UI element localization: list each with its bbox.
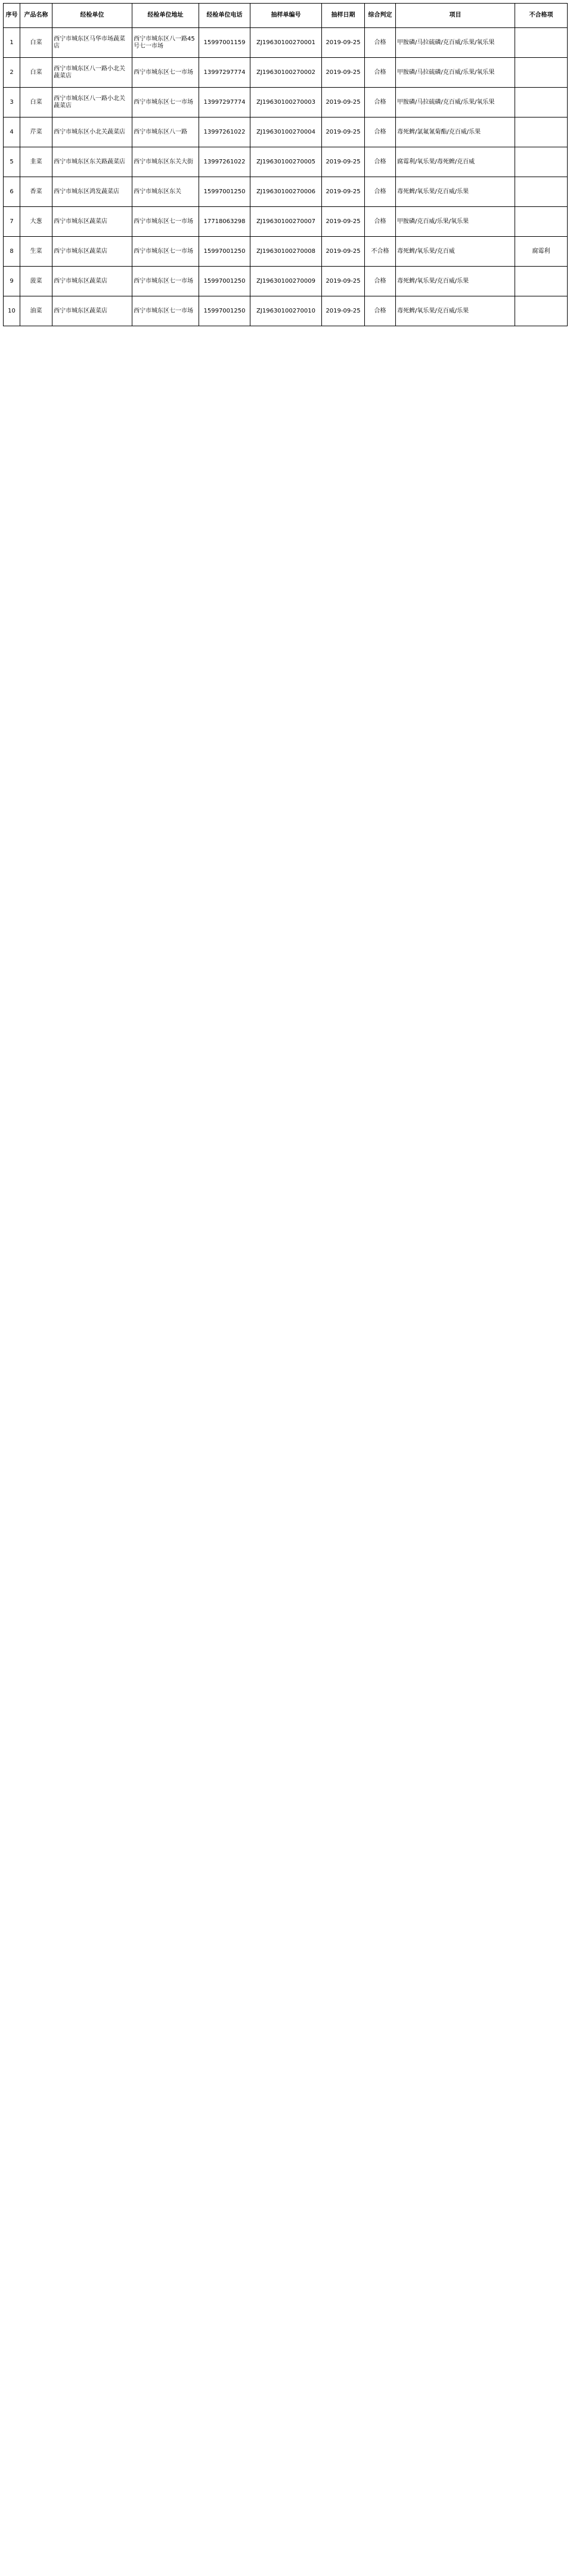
cell-sample-date: 2019-09-25 [322,177,365,207]
header-seller-address: 经检单位地址 [132,4,199,28]
cell-verdict: 合格 [365,117,396,147]
cell-sample-date: 2019-09-25 [322,267,365,296]
cell-product-name: 芹菜 [20,117,52,147]
cell-index: 3 [4,88,20,117]
cell-sample-date: 2019-09-25 [322,296,365,326]
table-row [4,117,568,147]
cell-verdict: 合格 [365,58,396,88]
cell-sample-number: ZJ19630100270003 [250,88,322,117]
cell-seller: 西宁市城东区八一路小北关蔬菜店 [52,88,132,117]
cell-seller: 西宁市城东区蔬菜店 [52,207,132,237]
cell-failed-items [515,296,568,326]
cell-product-name: 大葱 [20,207,52,237]
cell-seller-phone: 15997001159 [199,28,250,58]
header-seller: 经检单位 [52,4,132,28]
cell-seller-address: 西宁市城东区七一市场 [132,88,199,117]
cell-sample-number: ZJ19630100270005 [250,147,322,177]
cell-product-name: 香菜 [20,177,52,207]
cell-items: 甲胺磷/马拉硫磷/克百威/乐果/氧乐果 [396,28,515,58]
cell-product-name: 白菜 [20,88,52,117]
cell-verdict: 合格 [365,177,396,207]
cell-items: 毒死蜱/氧乐果/克百威/乐果 [396,177,515,207]
cell-seller-address: 西宁市城东区八一路 [132,117,199,147]
cell-seller-address: 西宁市城东区七一市场 [132,58,199,88]
cell-seller-phone: 15997001250 [199,177,250,207]
table-body [4,28,568,326]
header-verdict: 综合判定 [365,4,396,28]
cell-index: 4 [4,117,20,147]
cell-sample-number: ZJ19630100270002 [250,58,322,88]
cell-seller-phone: 15997001250 [199,267,250,296]
cell-sample-date: 2019-09-25 [322,88,365,117]
cell-sample-number: ZJ19630100270001 [250,28,322,58]
cell-sample-number: ZJ19630100270008 [250,237,322,267]
cell-seller-phone: 15997001250 [199,296,250,326]
cell-index: 2 [4,58,20,88]
cell-items: 毒死蜱/氧乐果/克百威/乐果 [396,267,515,296]
cell-seller-address: 西宁市城东区七一市场 [132,296,199,326]
cell-items: 毒死蜱/氧乐果/克百威 [396,237,515,267]
cell-seller-address: 西宁市城东区东关 [132,177,199,207]
cell-index: 8 [4,237,20,267]
table-header-row [4,4,568,28]
table-row [4,28,568,58]
cell-seller: 西宁市城东区鸿发蔬菜店 [52,177,132,207]
cell-product-name: 生菜 [20,237,52,267]
cell-sample-date: 2019-09-25 [322,207,365,237]
cell-sample-number: ZJ19630100270007 [250,207,322,237]
cell-index: 7 [4,207,20,237]
cell-failed-items [515,207,568,237]
header-sample-date: 抽样日期 [322,4,365,28]
cell-items: 腐霉利/氧乐果/毒死蜱/克百威 [396,147,515,177]
table-row [4,237,568,267]
cell-sample-date: 2019-09-25 [322,147,365,177]
cell-seller-address: 西宁市城东区七一市场 [132,237,199,267]
cell-product-name: 油菜 [20,296,52,326]
cell-seller: 西宁市城东区东关路蔬菜店 [52,147,132,177]
cell-seller: 西宁市城东区小北关蔬菜店 [52,117,132,147]
cell-verdict: 合格 [365,207,396,237]
cell-failed-items [515,58,568,88]
table-row [4,267,568,296]
header-failed-items: 不合格项 [515,4,568,28]
cell-seller-phone: 13997297774 [199,88,250,117]
header-product-name: 产品名称 [20,4,52,28]
table-row [4,296,568,326]
cell-sample-number: ZJ19630100270004 [250,117,322,147]
cell-items: 甲胺磷/马拉硫磷/克百威/乐果/氧乐果 [396,58,515,88]
cell-verdict: 合格 [365,267,396,296]
cell-index: 10 [4,296,20,326]
table-row [4,207,568,237]
cell-seller-address: 西宁市城东区八一路45号七一市场 [132,28,199,58]
cell-seller-address: 西宁市城东区东关大街 [132,147,199,177]
cell-seller-address: 西宁市城东区七一市场 [132,207,199,237]
table-row [4,58,568,88]
cell-seller: 西宁市城东区蔬菜店 [52,267,132,296]
cell-index: 6 [4,177,20,207]
header-index: 序号 [4,4,20,28]
cell-seller: 西宁市城东区八一路小北关蔬菜店 [52,58,132,88]
cell-sample-date: 2019-09-25 [322,28,365,58]
cell-failed-items [515,88,568,117]
cell-seller-phone: 13997261022 [199,147,250,177]
cell-failed-items [515,267,568,296]
cell-verdict: 不合格 [365,237,396,267]
table-row [4,88,568,117]
cell-index: 9 [4,267,20,296]
cell-index: 1 [4,28,20,58]
header-seller-phone: 经检单位电话 [199,4,250,28]
cell-product-name: 菠菜 [20,267,52,296]
table-row [4,147,568,177]
cell-sample-date: 2019-09-25 [322,117,365,147]
cell-seller-phone: 15997001250 [199,237,250,267]
inspection-table [3,3,568,326]
cell-failed-items [515,177,568,207]
cell-verdict: 合格 [365,28,396,58]
cell-verdict: 合格 [365,147,396,177]
table-row [4,177,568,207]
header-sample-number: 抽样单编号 [250,4,322,28]
cell-product-name: 韭菜 [20,147,52,177]
cell-items: 甲胺磷/克百威/乐果/氧乐果 [396,207,515,237]
cell-failed-items [515,117,568,147]
cell-sample-number: ZJ19630100270009 [250,267,322,296]
cell-product-name: 白菜 [20,28,52,58]
cell-failed-items [515,147,568,177]
header-items: 项目 [396,4,515,28]
cell-sample-number: ZJ19630100270006 [250,177,322,207]
cell-failed-items [515,28,568,58]
cell-seller-phone: 13997261022 [199,117,250,147]
cell-seller: 西宁市城东区蔬菜店 [52,296,132,326]
cell-product-name: 白菜 [20,58,52,88]
cell-verdict: 合格 [365,88,396,117]
cell-sample-number: ZJ19630100270010 [250,296,322,326]
cell-seller: 西宁市城东区马华市场蔬菜店 [52,28,132,58]
cell-seller-address: 西宁市城东区七一市场 [132,267,199,296]
cell-failed-items: 腐霉利 [515,237,568,267]
cell-seller: 西宁市城东区蔬菜店 [52,237,132,267]
cell-seller-phone: 17718063298 [199,207,250,237]
cell-index: 5 [4,147,20,177]
cell-items: 甲胺磷/马拉硫磷/克百威/乐果/氧乐果 [396,88,515,117]
cell-sample-date: 2019-09-25 [322,58,365,88]
cell-items: 毒死蜱/氧乐果/克百威/乐果 [396,296,515,326]
cell-verdict: 合格 [365,296,396,326]
cell-sample-date: 2019-09-25 [322,237,365,267]
cell-items: 毒死蜱/氯氟氰菊酯/克百威/乐果 [396,117,515,147]
cell-seller-phone: 13997297774 [199,58,250,88]
